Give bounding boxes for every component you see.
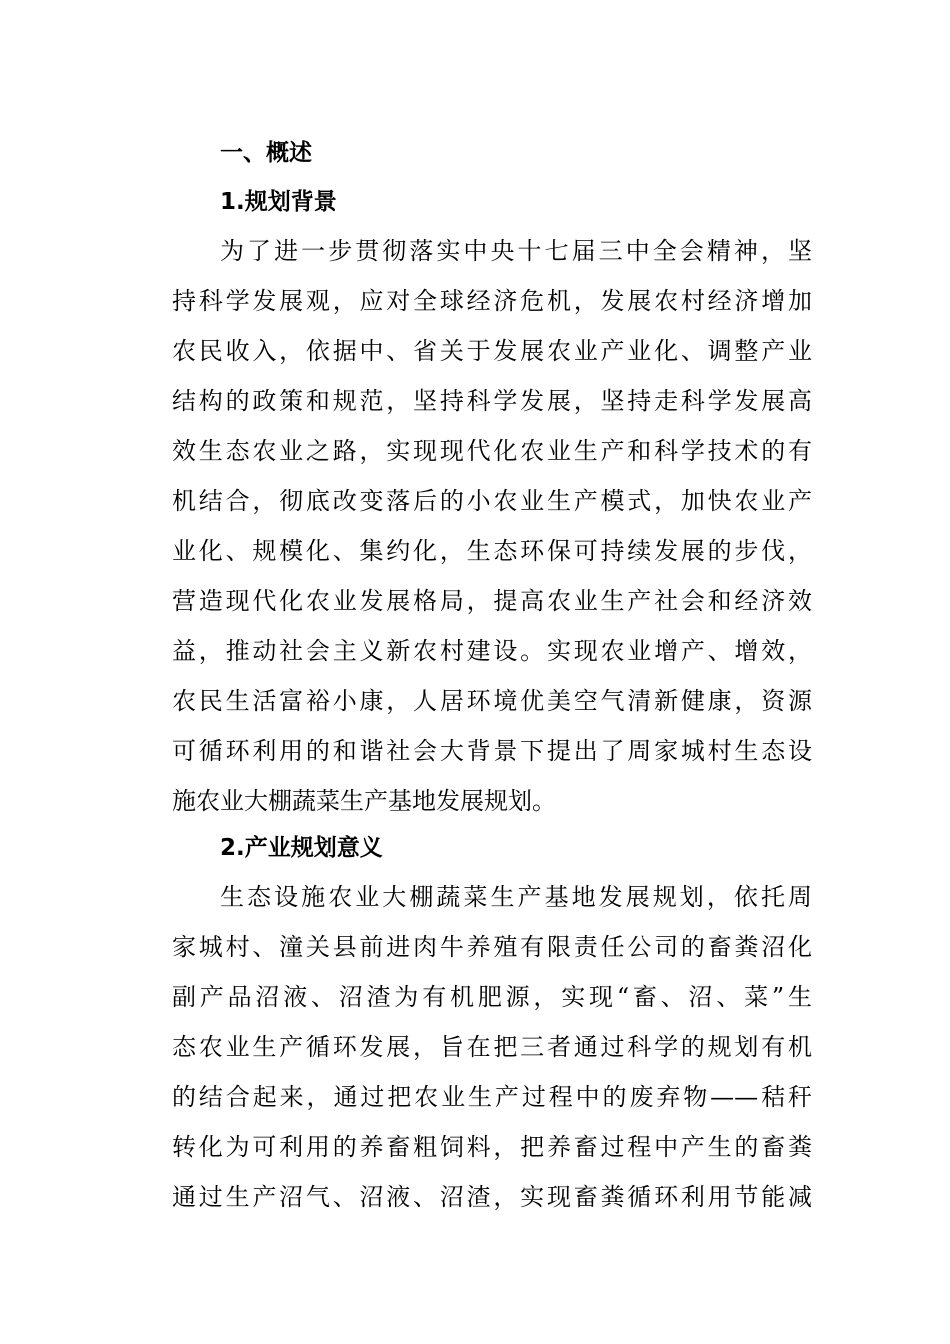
paragraph-line: 施农业大棚蔬菜生产基地发展规划。	[172, 787, 556, 815]
paragraph-line: 农民生活富裕小康，人居环境优美空气清新健康，资源	[172, 687, 812, 715]
paragraph-line: 农民收入，依据中、省关于发展农业产业化、调整产业	[172, 337, 812, 365]
paragraph-line: 机结合，彻底改变落后的小农业生产模式，加快农业产	[172, 487, 812, 515]
paragraph-line: 可循环利用的和谐社会大背景下提出了周家城村生态设	[172, 737, 812, 765]
paragraph-line: 家城村、潼关县前进肉牛养殖有限责任公司的畜粪沼化	[172, 933, 812, 961]
paragraph-line: 的结合起来，通过把农业生产过程中的废弃物——秸秆	[172, 1083, 812, 1111]
subsection-heading-planning-significance: 2.产业规划意义	[220, 835, 383, 861]
paragraph-line: 转化为可利用的养畜粗饲料，把养畜过程中产生的畜粪	[172, 1133, 812, 1161]
subsection-heading-planning-background: 1.规划背景	[220, 189, 337, 215]
paragraph-line: 态农业生产循环发展，旨在把三者通过科学的规划有机	[172, 1033, 812, 1061]
paragraph-line: 效生态农业之路，实现现代化农业生产和科学技术的有	[172, 437, 812, 465]
paragraph-line: 通过生产沼气、沼液、沼渣，实现畜粪循环利用节能减	[172, 1183, 812, 1211]
section-heading-overview: 一、概述	[220, 140, 312, 166]
paragraph-line: 为了进一步贯彻落实中央十七届三中全会精神，坚	[220, 237, 812, 265]
paragraph-line: 持科学发展观，应对全球经济危机，发展农村经济增加	[172, 287, 812, 315]
paragraph-line: 副产品沼液、沼渣为有机肥源，实现“畜、沼、菜”生	[172, 983, 812, 1011]
paragraph-line: 生态设施农业大棚蔬菜生产基地发展规划，依托周	[220, 883, 812, 911]
paragraph-line: 益，推动社会主义新农村建设。实现农业增产、增效，	[172, 637, 812, 665]
paragraph-line: 业化、规模化、集约化，生态环保可持续发展的步伐，	[172, 537, 812, 565]
paragraph-line: 结构的政策和规范，坚持科学发展，坚持走科学发展高	[172, 387, 812, 415]
paragraph-line: 营造现代化农业发展格局，提高农业生产社会和经济效	[172, 587, 812, 615]
